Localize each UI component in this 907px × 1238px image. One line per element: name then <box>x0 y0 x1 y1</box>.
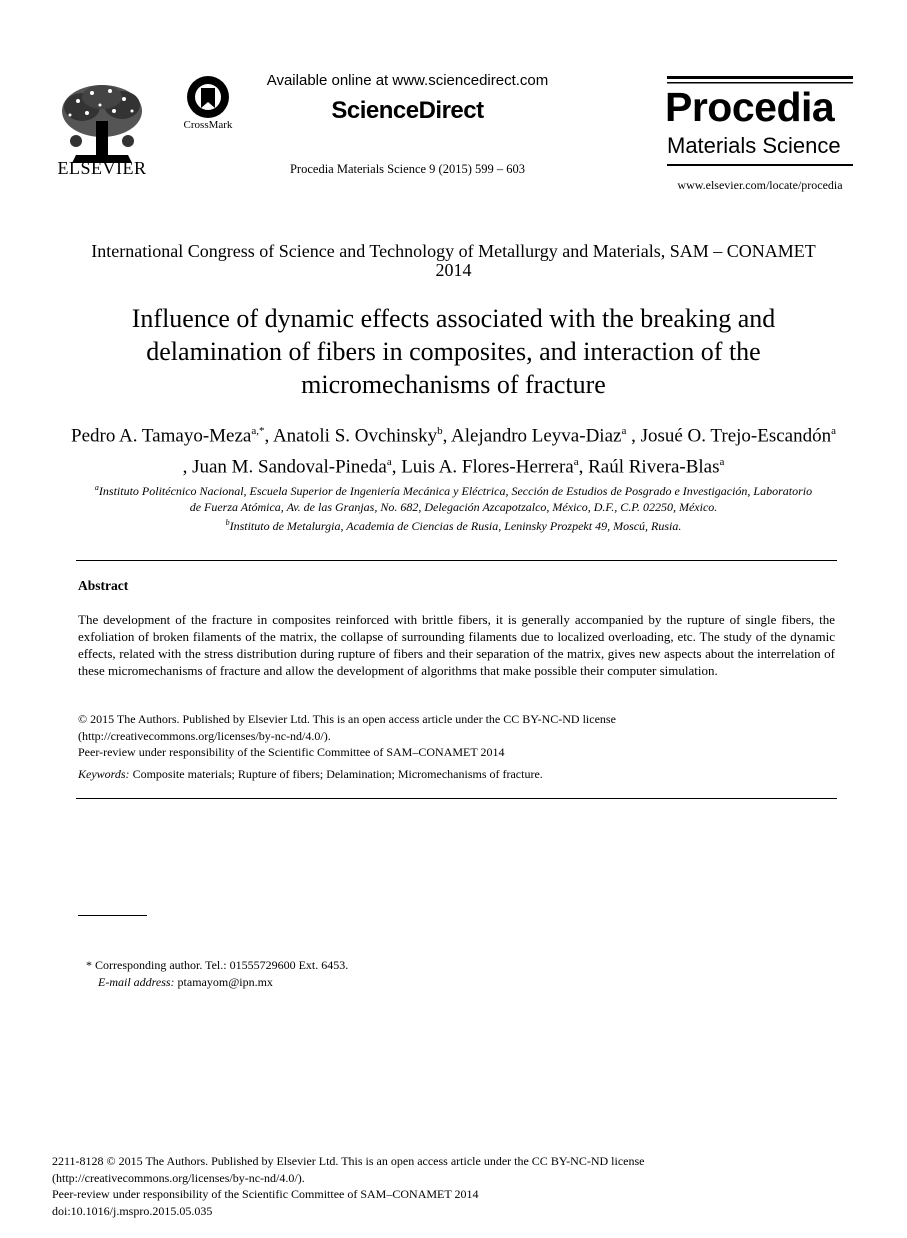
author-name: Juan M. Sandoval-Pineda <box>192 456 387 478</box>
affiliation-a <box>90 480 817 515</box>
author-affiliation-mark: b <box>437 425 443 437</box>
bottom-peer-review: Peer-review under responsibility of the Scientific Committee of SAM–CONAMET 2014 <box>52 1187 479 1201</box>
crossmark-label: CrossMark <box>183 119 233 131</box>
author-affiliation-mark: a,* <box>251 425 265 437</box>
procedia-bottom-rule <box>667 164 853 166</box>
procedia-title: Procedia <box>665 84 835 130</box>
author-name: Josué O. Trejo-Escandón <box>640 425 832 447</box>
author-list <box>70 418 837 481</box>
procedia-subtitle: Materials Science <box>667 133 841 158</box>
abstract-bottom-divider <box>76 798 837 799</box>
email-address[interactable]: ptamayom@ipn.mx <box>177 974 273 989</box>
abstract-body: The development of the fracture in composites reinforced with brittle fibers, it is generally accompanied by the rupture of single fibers, the exfoliation of broken filaments of the matrix, the collapse of surrounding filaments due to localized overloading, etc. The study of the dynamic effects, related with the stress distribution during rupture of fibers and their separation of the matrix, gives new aspects about the interrelation of these micromechanisms of fracture and allow the development of algorithms that make possible their computer simulation. <box>78 612 835 678</box>
affiliations <box>90 480 817 534</box>
doi[interactable]: doi:10.1016/j.mspro.2015.05.035 <box>52 1203 213 1218</box>
footnote-divider <box>78 915 147 916</box>
journal-reference: Procedia Materials Science 9 (2015) 599 – 603 <box>289 162 525 176</box>
author-separator: , <box>391 456 402 478</box>
author-separator: , <box>182 456 193 478</box>
corresponding-author: * Corresponding author. Tel.: 01555729600 Ext. 6453. <box>86 958 349 972</box>
affiliation-a-mark: a <box>94 483 99 492</box>
license-block <box>78 711 835 761</box>
affiliation-b-text: Instituto de Metalurgia, Academia de Ciencias de Rusia, Leninsky Prozpekt 49, Moscú, Rusia. <box>229 519 682 533</box>
author-separator: , <box>578 456 589 478</box>
email-line <box>86 974 348 991</box>
author-affiliation-mark: a <box>719 456 725 469</box>
license-link[interactable]: (http://creativecommons.org/licenses/by-nc-nd/4.0/). <box>78 728 331 743</box>
affiliation-b-mark: b <box>225 518 230 527</box>
affiliation-a-text: Instituto Politécnico Nacional, Escuela Superior de Ingeniería Mecánica y Eléctrica, Sección de Estudios de Posgrado e Investigación, Laboratorio de Fuerza Atómica, Av. de las Granjas, No. 682, Delegación Azcapotzalco, México, D.F., C.P. 02250, México. <box>98 484 813 514</box>
issn-license-line: 2211-8128 © 2015 The Authors. Published by Elsevier Ltd. This is an open access article under the CC BY-NC-ND license <box>52 1154 645 1168</box>
author-affiliation-mark: a <box>573 456 579 469</box>
elsevier-wordmark: ELSEVIER <box>57 158 147 178</box>
sciencedirect-wordmark: ScienceDirect <box>331 97 484 124</box>
peer-review-line: Peer-review under responsibility of the Scientific Committee of SAM–CONAMET 2014 <box>78 745 505 759</box>
author-affiliation-mark: a <box>621 425 627 437</box>
abstract-heading: Abstract <box>78 578 129 593</box>
affiliation-b <box>90 515 817 534</box>
author-name: Raúl Rivera-Blas <box>588 456 720 478</box>
congress-name: International Congress of Science and Technology of Metallurgy and Materials, SAM – CONAMET 2014 <box>91 241 816 280</box>
keywords-label: Keywords: <box>78 767 130 781</box>
author-affiliation-mark: a <box>386 456 392 469</box>
author-name: Alejandro Leyva-Diaz <box>451 425 622 447</box>
author-name: Luis A. Flores-Herrera <box>401 456 574 478</box>
paper-title: Influence of dynamic effects associated with the breaking and delamination of fibers in composites, and interaction of the micromechanisms of fracture <box>131 304 776 399</box>
footnote <box>86 957 348 990</box>
author-separator: , <box>264 425 273 447</box>
keywords <box>78 767 835 782</box>
author-name: Anatoli S. Ovchinsky <box>272 425 438 447</box>
author-separator: , <box>442 425 452 447</box>
author-name: Pedro A. Tamayo-Meza <box>71 425 252 447</box>
procedia-url[interactable]: www.elsevier.com/locate/procedia <box>677 178 843 192</box>
author-separator: , <box>626 425 641 447</box>
author-affiliation-mark: a <box>831 425 836 437</box>
available-online-text: Available online at www.sciencedirect.com <box>266 72 549 89</box>
bottom-info <box>52 1153 852 1219</box>
email-label: E-mail address: <box>98 974 175 989</box>
bottom-license-link[interactable]: (http://creativecommons.org/licenses/by-nc-nd/4.0/). <box>52 1170 305 1185</box>
license-line: © 2015 The Authors. Published by Elsevier Ltd. This is an open access article under the CC BY-NC-ND license <box>78 712 616 726</box>
keywords-list: Composite materials; Rupture of fibers; Delamination; Micromechanisms of fracture. <box>132 767 543 781</box>
abstract-top-divider <box>76 560 837 561</box>
